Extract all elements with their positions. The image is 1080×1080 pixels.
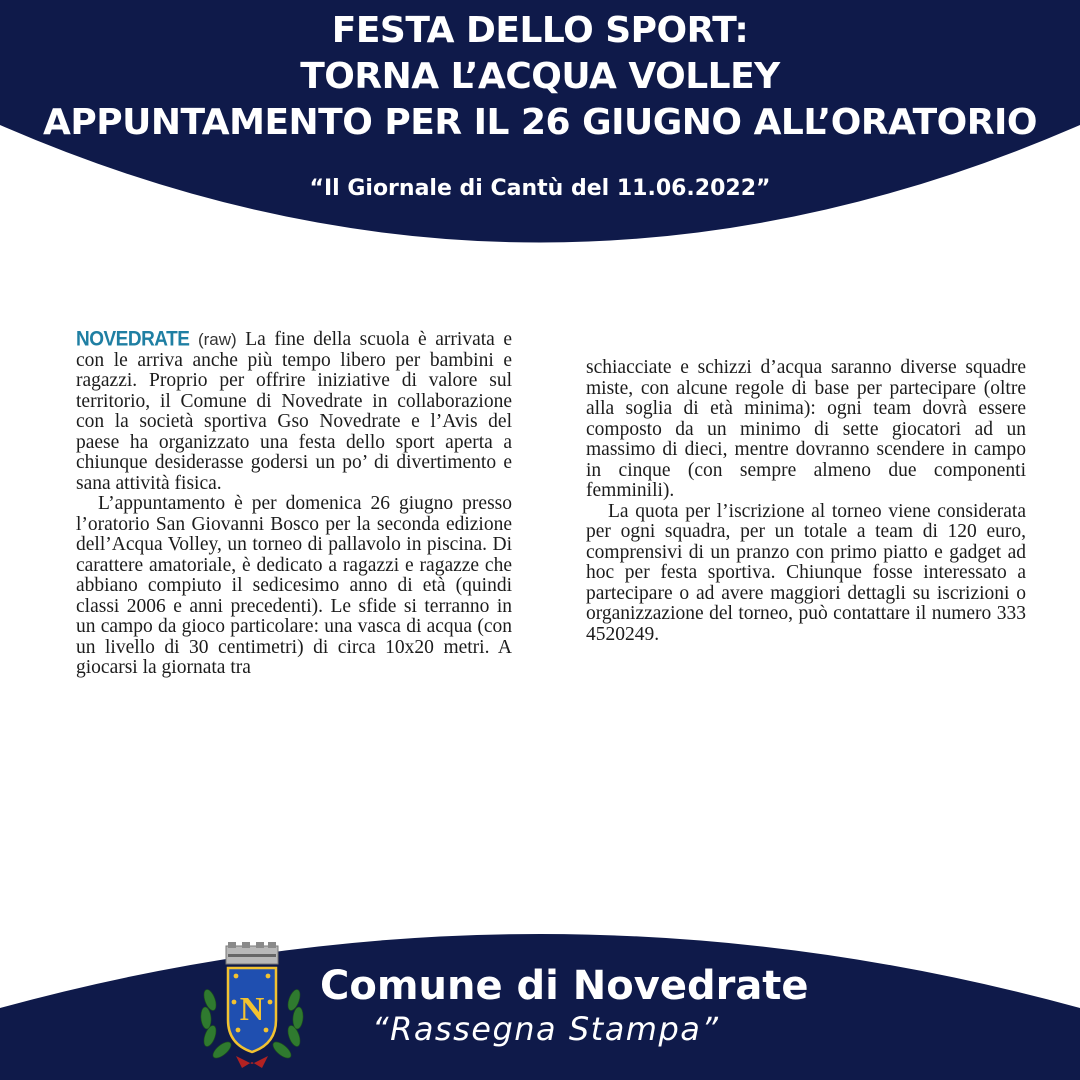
article-column-2 <box>586 358 1026 645</box>
source-citation: “Il Giornale di Cantù del 11.06.2022” <box>309 176 771 201</box>
headline-line-1: FESTA DELLO SPORT: <box>331 10 749 51</box>
article-paragraph: schiacciate e schizzi d’acqua saranno diverse squadre miste, con alcune regole di base per partecipare (oltre alla soglia di età minima): ogni team dovrà essere composto da un minimo di sette giocatori ad un massimo di dieci, mentre dovranno scendere in campo in cinque (con sempre almeno due componenti femminili). <box>586 357 1026 501</box>
article-kicker: NOVEDRATE <box>76 330 190 351</box>
article-paragraph: L’appuntamento è per domenica 26 giugno presso l’oratorio San Giovanni Bosco per la seconda edizione dell’Acqua Volley, un torneo di pallavolo in piscina. Di carattere amatoriale, è dedicato a ragazzi e ragazze che abbiano compiuto il sedicesimo anno di età (quindi classi 2006 e anni precedenti). Le sfide si terranno in un campo da gioco particolare: una vasca di acqua (con un livello di 30 centimetri) di circa 10x20 metri. A giocarsi la giornata tra <box>76 493 512 678</box>
article-column-1 <box>76 330 512 782</box>
article-paragraph <box>76 330 512 494</box>
headline-line-2: TORNA L’ACQUA VOLLEY <box>300 56 780 97</box>
tagline: “Rassegna Stampa” <box>372 1010 720 1048</box>
article-paragraph: La quota per l’iscrizione al torneo viene considerata per ogni squadra, per un totale a team di 120 euro, comprensivi di un pranzo con primo piatto e gadget ad hoc per festa sportiva. Chiunque fosse interessato a partecipare o ad avere maggiori dettagli su iscrizioni o organizzazione del torneo, può contattare il numero 333 4520249. <box>586 500 1026 645</box>
article-paragraph-text: La fine della scuola è arrivata e con le arriva anche più tempo libero per bambini e ragazzi. Proprio per offrire iniziative di valore sul territorio, il Comune di Novedrate in collaborazione con la società sportiva Gso Novedrate e l’Avis del paese ha organizzato una festa dello sport aperta a chiunque desiderasse godersi un po’ di divertimento e sana attività fisica. <box>76 330 512 494</box>
crest-letter: N <box>239 991 265 1028</box>
headline-line-3: APPUNTAMENTO PER IL 26 GIUGNO ALL’ORATORIO <box>43 102 1037 143</box>
municipal-crest-icon <box>196 940 308 1070</box>
article-byline: (raw) <box>197 330 237 349</box>
brand-name: Comune di Novedrate <box>320 963 809 1009</box>
